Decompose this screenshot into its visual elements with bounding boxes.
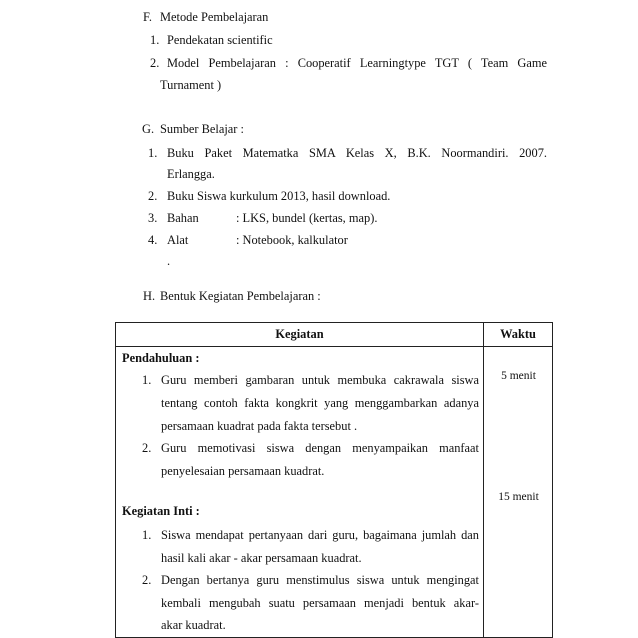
pendahuluan-title: Pendahuluan : — [122, 351, 200, 365]
pend-item-1-num: 1. — [142, 373, 152, 387]
g-item-3-num: 3. — [148, 211, 158, 225]
inti-item-1-line-1: Siswa mendapat pertanyaan dari guru, bagaimana jumlah dan — [161, 528, 479, 542]
g-item-4-label: Alat — [167, 233, 189, 247]
f-item-2-num: 2. — [150, 56, 160, 70]
f-item-2-cont: Turnament ) — [160, 78, 222, 92]
waktu-cell — [484, 347, 553, 638]
header-waktu — [484, 323, 553, 347]
inti-item-2-line-2: kembali mengubah suatu persamaan menjadi bentuk akar- — [161, 596, 479, 610]
g-item-1-cont: Erlangga. — [167, 167, 215, 181]
inti-waktu: 15 menit — [498, 491, 539, 503]
g-item-4-value: : Notebook, kalkulator — [236, 233, 348, 247]
pend-item-1-line-3: persamaan kuadrat pada fakta tersebut . — [161, 419, 358, 433]
inti-item-2-line-1: Dengan bertanya guru menstimulus siswa untuk mengingat — [161, 573, 479, 587]
inti-item-2-line-3: akar kuadrat. — [161, 618, 226, 632]
g-item-2-text: Buku Siswa kurkulum 2013, hasil download. — [167, 189, 391, 203]
g-item-1-num: 1. — [148, 146, 158, 160]
header-kegiatan-label: Kegiatan — [275, 327, 324, 341]
section-g-letter: G. — [142, 122, 155, 136]
g-item-2-num: 2. — [148, 189, 158, 203]
g-item-1-text: Buku Paket Matematka SMA Kelas X, B.K. Noormandiri. 2007. — [167, 146, 547, 160]
section-h-heading: Bentuk Kegiatan Pembelajaran : — [160, 289, 321, 303]
inti-item-2-num: 2. — [142, 573, 152, 587]
pend-item-1-line-1: Guru memberi gambaran untuk membuka cakrawala siswa — [161, 373, 479, 387]
inti-item-1-line-2: hasil kali akar - akar persamaan kuadrat. — [161, 551, 362, 565]
g-trailing-dot: . — [167, 254, 171, 268]
section-f-heading: Metode Pembelajaran — [160, 10, 269, 24]
kegiatan-cell — [116, 347, 484, 638]
g-item-3-label: Bahan — [167, 211, 199, 225]
pend-item-2-num: 2. — [142, 441, 152, 455]
g-item-4-num: 4. — [148, 233, 158, 247]
kegiatan-table — [115, 322, 553, 638]
inti-title: Kegiatan Inti : — [122, 504, 200, 518]
section-g-heading: Sumber Belajar : — [160, 122, 244, 136]
pend-item-2-line-1: Guru memotivasi siswa dengan menyampaikan manfaat — [161, 441, 479, 455]
header-kegiatan — [116, 323, 484, 347]
section-h-letter: H. — [143, 289, 156, 303]
pend-item-2-line-2: penyelesaian persamaan kuadrat. — [161, 464, 325, 478]
header-waktu-label: Waktu — [500, 327, 536, 341]
f-item-2-text: Model Pembelajaran : Cooperatif Learningtype TGT ( Team Game — [167, 56, 547, 70]
pendahuluan-waktu: 5 menit — [501, 370, 536, 382]
inti-item-1-num: 1. — [142, 528, 152, 542]
section-f-letter: F. — [143, 10, 152, 24]
f-item-1-num: 1. — [150, 33, 160, 47]
f-item-1-text: Pendekatan scientific — [167, 33, 273, 47]
g-item-3-value: : LKS, bundel (kertas, map). — [236, 211, 378, 225]
pend-item-1-line-2: tentang contoh fakta kongkrit yang menggambarkan adanya — [161, 396, 479, 410]
